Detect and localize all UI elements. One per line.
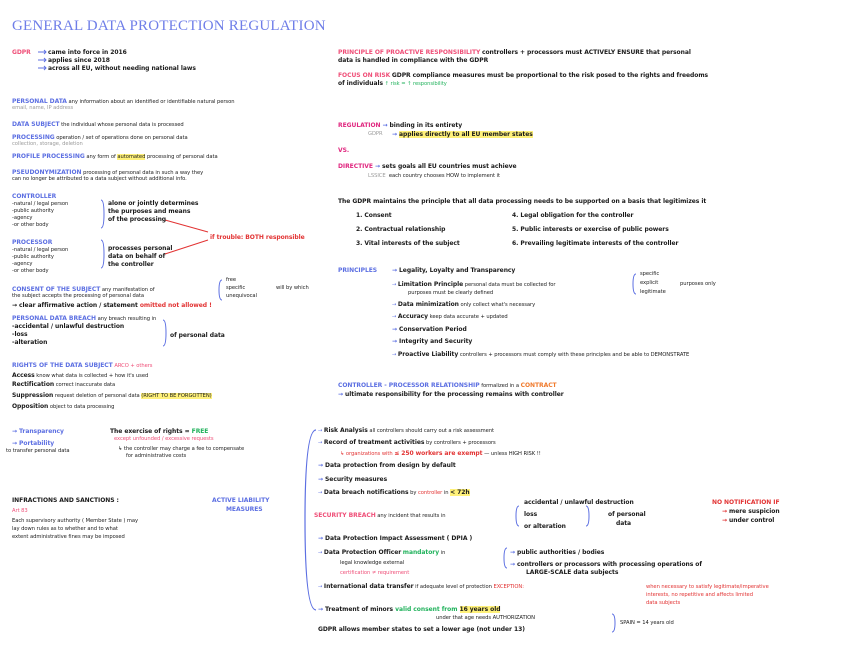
breach-item-2: -loss	[12, 331, 28, 338]
processor-label: PROCESSOR	[12, 239, 53, 246]
infractions-art: Art 83	[12, 508, 28, 514]
sec-breach-of-2: data	[616, 520, 632, 527]
personal-data-examples: email, name, IP address	[12, 105, 74, 111]
dpo-option-b: → controllers or processors with processing operations of	[510, 561, 702, 568]
portability: → Portability	[12, 440, 55, 447]
risk-def-2: of individuals ↑ risk = ↑ responsibility	[338, 80, 447, 87]
purpose-opt-1: specific	[640, 271, 660, 277]
regulation-sub: GDPR	[368, 131, 383, 137]
principle-2: → Limitation Principle personal data must be collected for	[392, 281, 556, 288]
exercise-line-2: except unfounded / excessive requests	[114, 436, 214, 442]
proactive-def: PRINCIPLE OF PROACTIVE RESPONSIBILITY controllers + processors must ACTIVELY ENSURE that personal	[338, 49, 691, 56]
transfer-exception-1: when necessary to satisfy legitimate/imperative	[646, 584, 769, 590]
processor-desc-2: data on behalf of	[108, 253, 166, 260]
pseudonymization-def-2: can no longer be attributed to a data subject without additional info.	[12, 176, 187, 182]
infractions-line-1: Each supervisory authority ( Member State ) may	[12, 518, 139, 524]
dpo-option-a: → public authorities / bodies	[510, 549, 605, 556]
processor-item-1: -natural / legal person	[12, 247, 69, 253]
principle-6: → Integrity and Security	[392, 338, 473, 345]
relationship-label: CONTROLLER - PROCESSOR RELATIONSHIP formalized in a CONTRACT	[338, 382, 557, 389]
vs-label: VS.	[338, 147, 350, 154]
active-liability-measures: MEASURES	[226, 506, 263, 513]
infractions-line-2: lay down rules as to whether and to what	[12, 526, 118, 532]
legit-right-1: 4. Legal obligation for the controller	[512, 212, 634, 219]
minors-allow: GDPR allows member states to set a lower age (not under 13)	[318, 626, 525, 633]
dpo-legal: legal knowledge external	[340, 560, 405, 566]
no-notification-label: NO NOTIFICATION IF	[712, 499, 780, 506]
rights-row-suppression: Suppression request deletion of personal data (RIGHT TO BE FORGOTTEN)	[12, 392, 212, 399]
consent-def-2: the subject accepts the processing of personal data	[12, 293, 144, 299]
controller-item-4: -or other body	[12, 222, 49, 228]
measure-risk: → Risk Analysis all controllers should carry out a risk assessment	[318, 427, 495, 434]
risk-def: FOCUS ON RISK GDPR compliance measures must be proportional to the risk posed to the rights and freedoms	[338, 72, 709, 79]
sec-breach-item-1: accidental / unlawful destruction	[524, 499, 634, 506]
no-notification-item-1: → mere suspicion	[722, 508, 780, 515]
principles-label: PRINCIPLES	[338, 267, 378, 274]
purpose-note: purposes must be clearly defined	[408, 290, 494, 296]
consent-opt-3: unequivocal	[226, 293, 257, 299]
dpo-option-b-2: LARGE-SCALE data subjects	[526, 569, 619, 576]
transparency: → Transparency	[12, 428, 64, 435]
rights-row-rectification: Rectification correct inaccurate data	[12, 381, 116, 388]
principle-5: → Conservation Period	[392, 326, 467, 333]
consent-line-3: → clear affirmative action / statement omitted not allowed !	[12, 302, 212, 309]
measure-transfer: → International data transfer if adequate level of protection EXCEPTION:	[318, 583, 524, 590]
legit-intro: The GDPR maintains the principle that all data processing needs to be supported on a basis that legitimizes it	[338, 198, 707, 205]
measure-dpo: → Data Protection Officer mandatory in	[318, 549, 446, 556]
trouble-note: if trouble: BOTH responsible	[210, 234, 305, 241]
gdpr-line-3: across all EU, without needing national laws	[48, 65, 196, 72]
regulation-line-2: → applies directly to all EU member states	[392, 131, 533, 138]
profile-processing-def: PROFILE PROCESSING any form of automated processing of personal data	[12, 153, 218, 160]
controller-label: CONTROLLER	[12, 193, 57, 200]
relationship-line-2: → ultimate responsibility for the processing remains with controller	[338, 391, 564, 398]
principle-1: → Legality, Loyalty and Transparency	[392, 267, 516, 274]
principle-4: → Accuracy keep data accurate + updated	[392, 313, 508, 320]
processor-desc-3: the controller	[108, 261, 154, 268]
rights-row-access: Access know what data is collected + how it's used	[12, 372, 149, 379]
consent-via: will by which	[276, 285, 309, 291]
exercise-line-1: The exercise of rights = FREE	[110, 428, 209, 435]
exercise-line-4: for administrative costs	[126, 453, 187, 459]
legit-right-3: 6. Prevailing legitimate interests of the controller	[512, 240, 679, 247]
rights-row-opposition: Opposition object to data processing	[12, 403, 115, 410]
minors-under: under that age needs AUTHORIZATION	[436, 615, 535, 621]
consent-opt-2: specific	[226, 285, 246, 291]
purpose-opt-3: legitimate	[640, 289, 666, 295]
controller-item-1: -natural / legal person	[12, 201, 69, 207]
principle-3: → Data minimization only collect what's necessary	[392, 301, 536, 308]
no-notification-item-2: → under control	[722, 517, 775, 524]
directive-label: DIRECTIVE → sets goals all EU countries must achieve	[338, 163, 517, 170]
measure-design: → Data protection from design by default	[318, 462, 456, 469]
processor-desc-1: processes personal	[108, 245, 173, 252]
sec-breach-item-2: loss	[524, 511, 538, 518]
processing-def: PROCESSING operation / set of operations done on personal data	[12, 134, 188, 141]
transfer-exception-2: interests, no repetitive and affects limited	[646, 592, 753, 598]
page-title: GENERAL DATA PROTECTION REGULATION	[12, 18, 326, 34]
measure-minors: → Treatment of minors valid consent from 16 years old	[318, 606, 501, 613]
sec-breach-def: SECURITY BREACH any incident that results in	[314, 512, 446, 519]
processing-examples: collection, storage, deletion	[12, 141, 83, 147]
consent-opt-1: free	[226, 277, 237, 283]
principle-7: → Proactive Liability controllers + processors must comply with these principles and be able to DEMONSTRATE	[392, 351, 690, 358]
active-liability-label: ACTIVE LIABILITY	[212, 497, 270, 504]
exercise-line-3: ↳ the controller may charge a fee to compensate	[118, 446, 245, 452]
infractions-label: INFRACTIONS AND SANCTIONS :	[12, 497, 119, 504]
infractions-line-3: extent administrative fines may be imposed	[12, 534, 125, 540]
gdpr-line-2: applies since 2018	[48, 57, 110, 64]
legit-left-3: 3. Vital interests of the subject	[356, 240, 460, 247]
pseudonymization-def: PSEUDONYMIZATION processing of personal data in such a way they	[12, 169, 204, 176]
regulation-label: REGULATION → binding in its entirety	[338, 122, 463, 129]
processor-item-3: -agency	[12, 261, 33, 267]
rights-label: RIGHTS OF THE DATA SUBJECT ARCO + others	[12, 362, 153, 369]
legit-left-2: 2. Contractual relationship	[356, 226, 446, 233]
controller-item-2: -public authority	[12, 208, 54, 214]
portability-def: to transfer personal data	[6, 448, 70, 454]
processor-item-2: -public authority	[12, 254, 54, 260]
measure-notif: → Data breach notifications by controller in < 72h	[318, 489, 470, 496]
gdpr-label: GDPR	[12, 49, 31, 56]
personal-data-def: PERSONAL DATA any information about an identified or identifiable natural person	[12, 98, 235, 105]
breach-of: of personal data	[170, 332, 225, 339]
proactive-def-2: data is handled in compliance with the GDPR	[338, 57, 489, 64]
breach-item-1: -accidental / unlawful destruction	[12, 323, 125, 330]
measure-dpia: → Data Protection Impact Assessment ( DPIA )	[318, 535, 473, 542]
controller-desc-2: the purposes and means	[108, 208, 191, 215]
controller-item-3: -agency	[12, 215, 33, 221]
transfer-exception-3: data subjects	[646, 600, 681, 606]
purpose-only: purposes only	[680, 281, 716, 287]
controller-desc-1: alone or jointly determines	[108, 200, 199, 207]
consent-def: CONSENT OF THE SUBJECT any manifestation of	[12, 286, 155, 293]
sec-breach-item-3: or alteration	[524, 523, 566, 530]
minors-spain: SPAIN = 14 years old	[620, 620, 674, 626]
gdpr-line-1: came into force in 2016	[48, 49, 127, 56]
legit-left-1: 1. Consent	[356, 212, 392, 219]
breach-item-3: -alteration	[12, 339, 48, 346]
controller-desc-3: of the processing	[108, 216, 167, 223]
measure-security: → Security measures	[318, 476, 388, 483]
sec-breach-of: of personal	[608, 511, 646, 518]
data-subject-def: DATA SUBJECT the individual whose personal data is processed	[12, 121, 184, 128]
purpose-opt-2: explicit	[640, 280, 659, 286]
legit-right-2: 5. Public interests or exercise of public powers	[512, 226, 669, 233]
measure-record: → Record of treatment activities by controllers + processors	[318, 439, 496, 446]
directive-line-2: LSSICE each country chooses HOW to implement it	[368, 173, 500, 179]
measure-record-note: ↳ organizations with ≤ 250 workers are exempt — unless HIGH RISK !!	[340, 450, 541, 457]
processor-item-4: -or other body	[12, 268, 49, 274]
dpo-cert: certification ≠ requirement	[340, 570, 410, 576]
breach-def: PERSONAL DATA BREACH any breach resulting in	[12, 315, 157, 322]
